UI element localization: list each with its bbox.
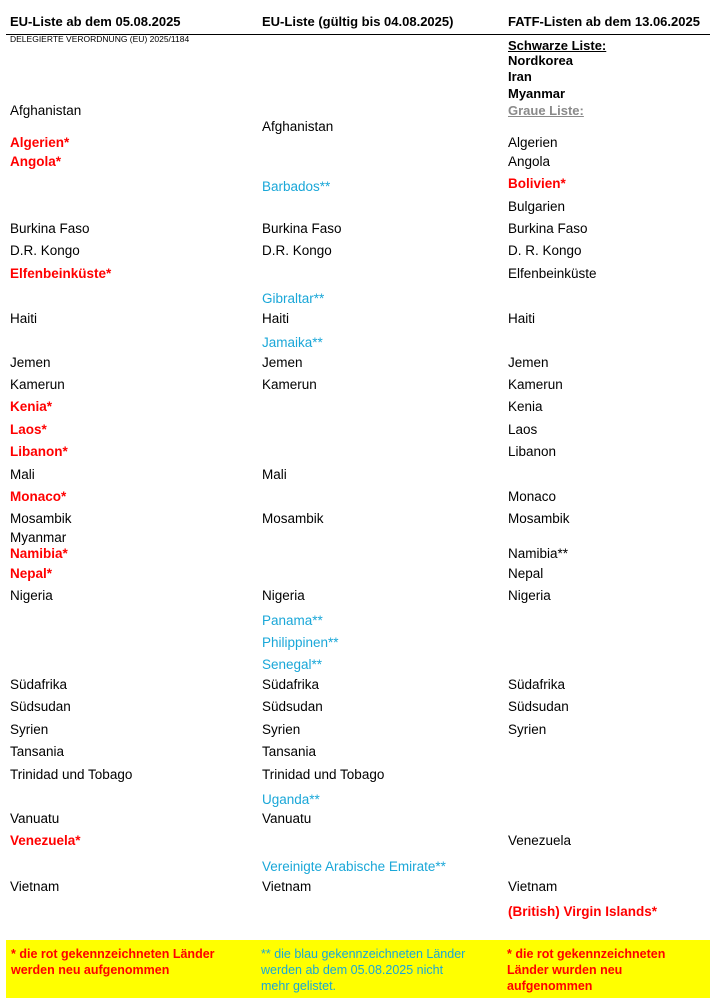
country-entry: Barbados** [262,179,331,194]
black-list-label: Schwarze Liste: [508,38,607,53]
country-entry: Libanon* [10,444,68,459]
country-entry: Kenia* [10,399,53,414]
country-entry: Südsudan [508,699,569,714]
country-entry: Burkina Faso [10,221,90,236]
country-entry: Vietnam [262,879,312,894]
country-entry: Nigeria [262,588,305,603]
country-entry: Senegal** [262,657,323,672]
legend-note-line: * die rot gekennzeichneten Länder [11,947,215,961]
country-entry: Syrien [262,722,301,737]
country-entry: Venezuela* [10,833,81,848]
country-entry: Tansania [10,744,65,759]
country-entry: Monaco [508,489,557,504]
legend-note-line: mehr gelistet. [261,979,337,993]
country-entry: Elfenbeinküste* [10,266,112,281]
country-entry: Namibia** [508,546,569,561]
country-entry: Burkina Faso [508,221,588,236]
country-entry: Nepal [508,566,544,581]
country-entry: D. R. Kongo [508,243,582,258]
country-entry: Nigeria [508,588,551,603]
header-eu-list-new: EU-Liste ab dem 05.08.2025 [10,14,181,29]
country-entry: Vereinigte Arabische Emirate** [262,859,446,874]
country-entry: Südafrika [508,677,566,692]
country-entry: Haiti [262,311,290,326]
country-entry: Mali [262,467,287,482]
country-entry: Elfenbeinküste [508,266,597,281]
legend-note-line: werden neu aufgenommen [11,963,170,977]
country-entry: Philippinen** [262,635,339,650]
country-entry: Jemen [262,355,303,370]
country-entry: Panama** [262,613,323,628]
regulation-reference: DELEGIERTE VERORDNUNG (EU) 2025/1184 [10,34,190,44]
country-entry: Südafrika [10,677,68,692]
column-fatf-grey-list [508,0,710,930]
country-entry: Jemen [508,355,549,370]
country-entry: (British) Virgin Islands* [508,904,658,919]
country-entry: Kamerun [262,377,317,392]
country-entry: Kamerun [10,377,65,392]
legend-note-new-eu [6,940,256,998]
country-entry: Vanuatu [10,811,60,826]
country-entry: Südsudan [262,699,323,714]
legend-note-line: werden ab dem 05.08.2025 nicht [261,963,444,977]
country-entry: Kenia [508,399,543,414]
country-entry: Südsudan [10,699,71,714]
country-entry: Nepal* [10,566,53,581]
legend-note-new-fatf [502,940,710,998]
country-entry: Algerien* [10,135,70,150]
country-entry: Angola [508,154,551,169]
country-entry: Mosambik [262,511,324,526]
column-eu-list-old [262,0,502,930]
country-entry: Südafrika [262,677,320,692]
country-entry: Afghanistan [10,103,82,118]
legend-note-line: Länder wurden neu [507,963,623,977]
country-entry: Algerien [508,135,558,150]
country-entry: Kamerun [508,377,563,392]
country-entry: Laos* [10,422,47,437]
country-entry: Laos [508,422,538,437]
country-entry: Vanuatu [262,811,312,826]
country-entry: Vietnam [10,879,60,894]
header-eu-list-old: EU-Liste (gültig bis 04.08.2025) [262,14,454,29]
country-entry: Tansania [262,744,317,759]
column-eu-list-new [10,0,250,930]
country-entry: Jamaika** [262,335,323,350]
country-entry: Bulgarien [508,199,566,214]
country-entry: Gibraltar** [262,291,325,306]
country-entry: Mali [10,467,35,482]
country-entry: Syrien [10,722,49,737]
header-fatf-lists: FATF-Listen ab dem 13.06.2025 [508,14,700,29]
country-entry: Burkina Faso [262,221,342,236]
country-entry: Haiti [10,311,38,326]
legend-note-line: * die rot gekennzeichneten [507,947,666,961]
country-entry: Libanon [508,444,557,459]
legend-note-removed-eu [256,940,502,998]
country-entry: Trinidad und Tobago [10,767,133,782]
country-entry: Vietnam [508,879,558,894]
country-entry: Syrien [508,722,547,737]
country-entry: Venezuela [508,833,572,848]
black-list-country: Iran [508,69,532,84]
country-entry: Myanmar [10,530,67,545]
country-entry: Mosambik [10,511,72,526]
country-entry: Angola* [10,154,62,169]
country-entry: Uganda** [262,792,320,807]
country-entry: Jemen [10,355,51,370]
grey-list-label: Graue Liste: [508,103,584,118]
country-entry: Mosambik [508,511,570,526]
legend-note-line: ** die blau gekennzeichneten Länder [261,947,466,961]
black-list-country: Nordkorea [508,53,574,68]
country-entry: Haiti [508,311,536,326]
country-entry: Nigeria [10,588,53,603]
country-entry: Afghanistan [262,119,334,134]
country-entry: Trinidad und Tobago [262,767,385,782]
country-entry: Monaco* [10,489,67,504]
black-list-country: Myanmar [508,86,566,101]
legend-note-line: aufgenommen [507,979,593,993]
country-entry: D.R. Kongo [10,243,80,258]
country-entry: Namibia* [10,546,68,561]
country-entry: Bolivien* [508,176,566,191]
country-entry: D.R. Kongo [262,243,332,258]
